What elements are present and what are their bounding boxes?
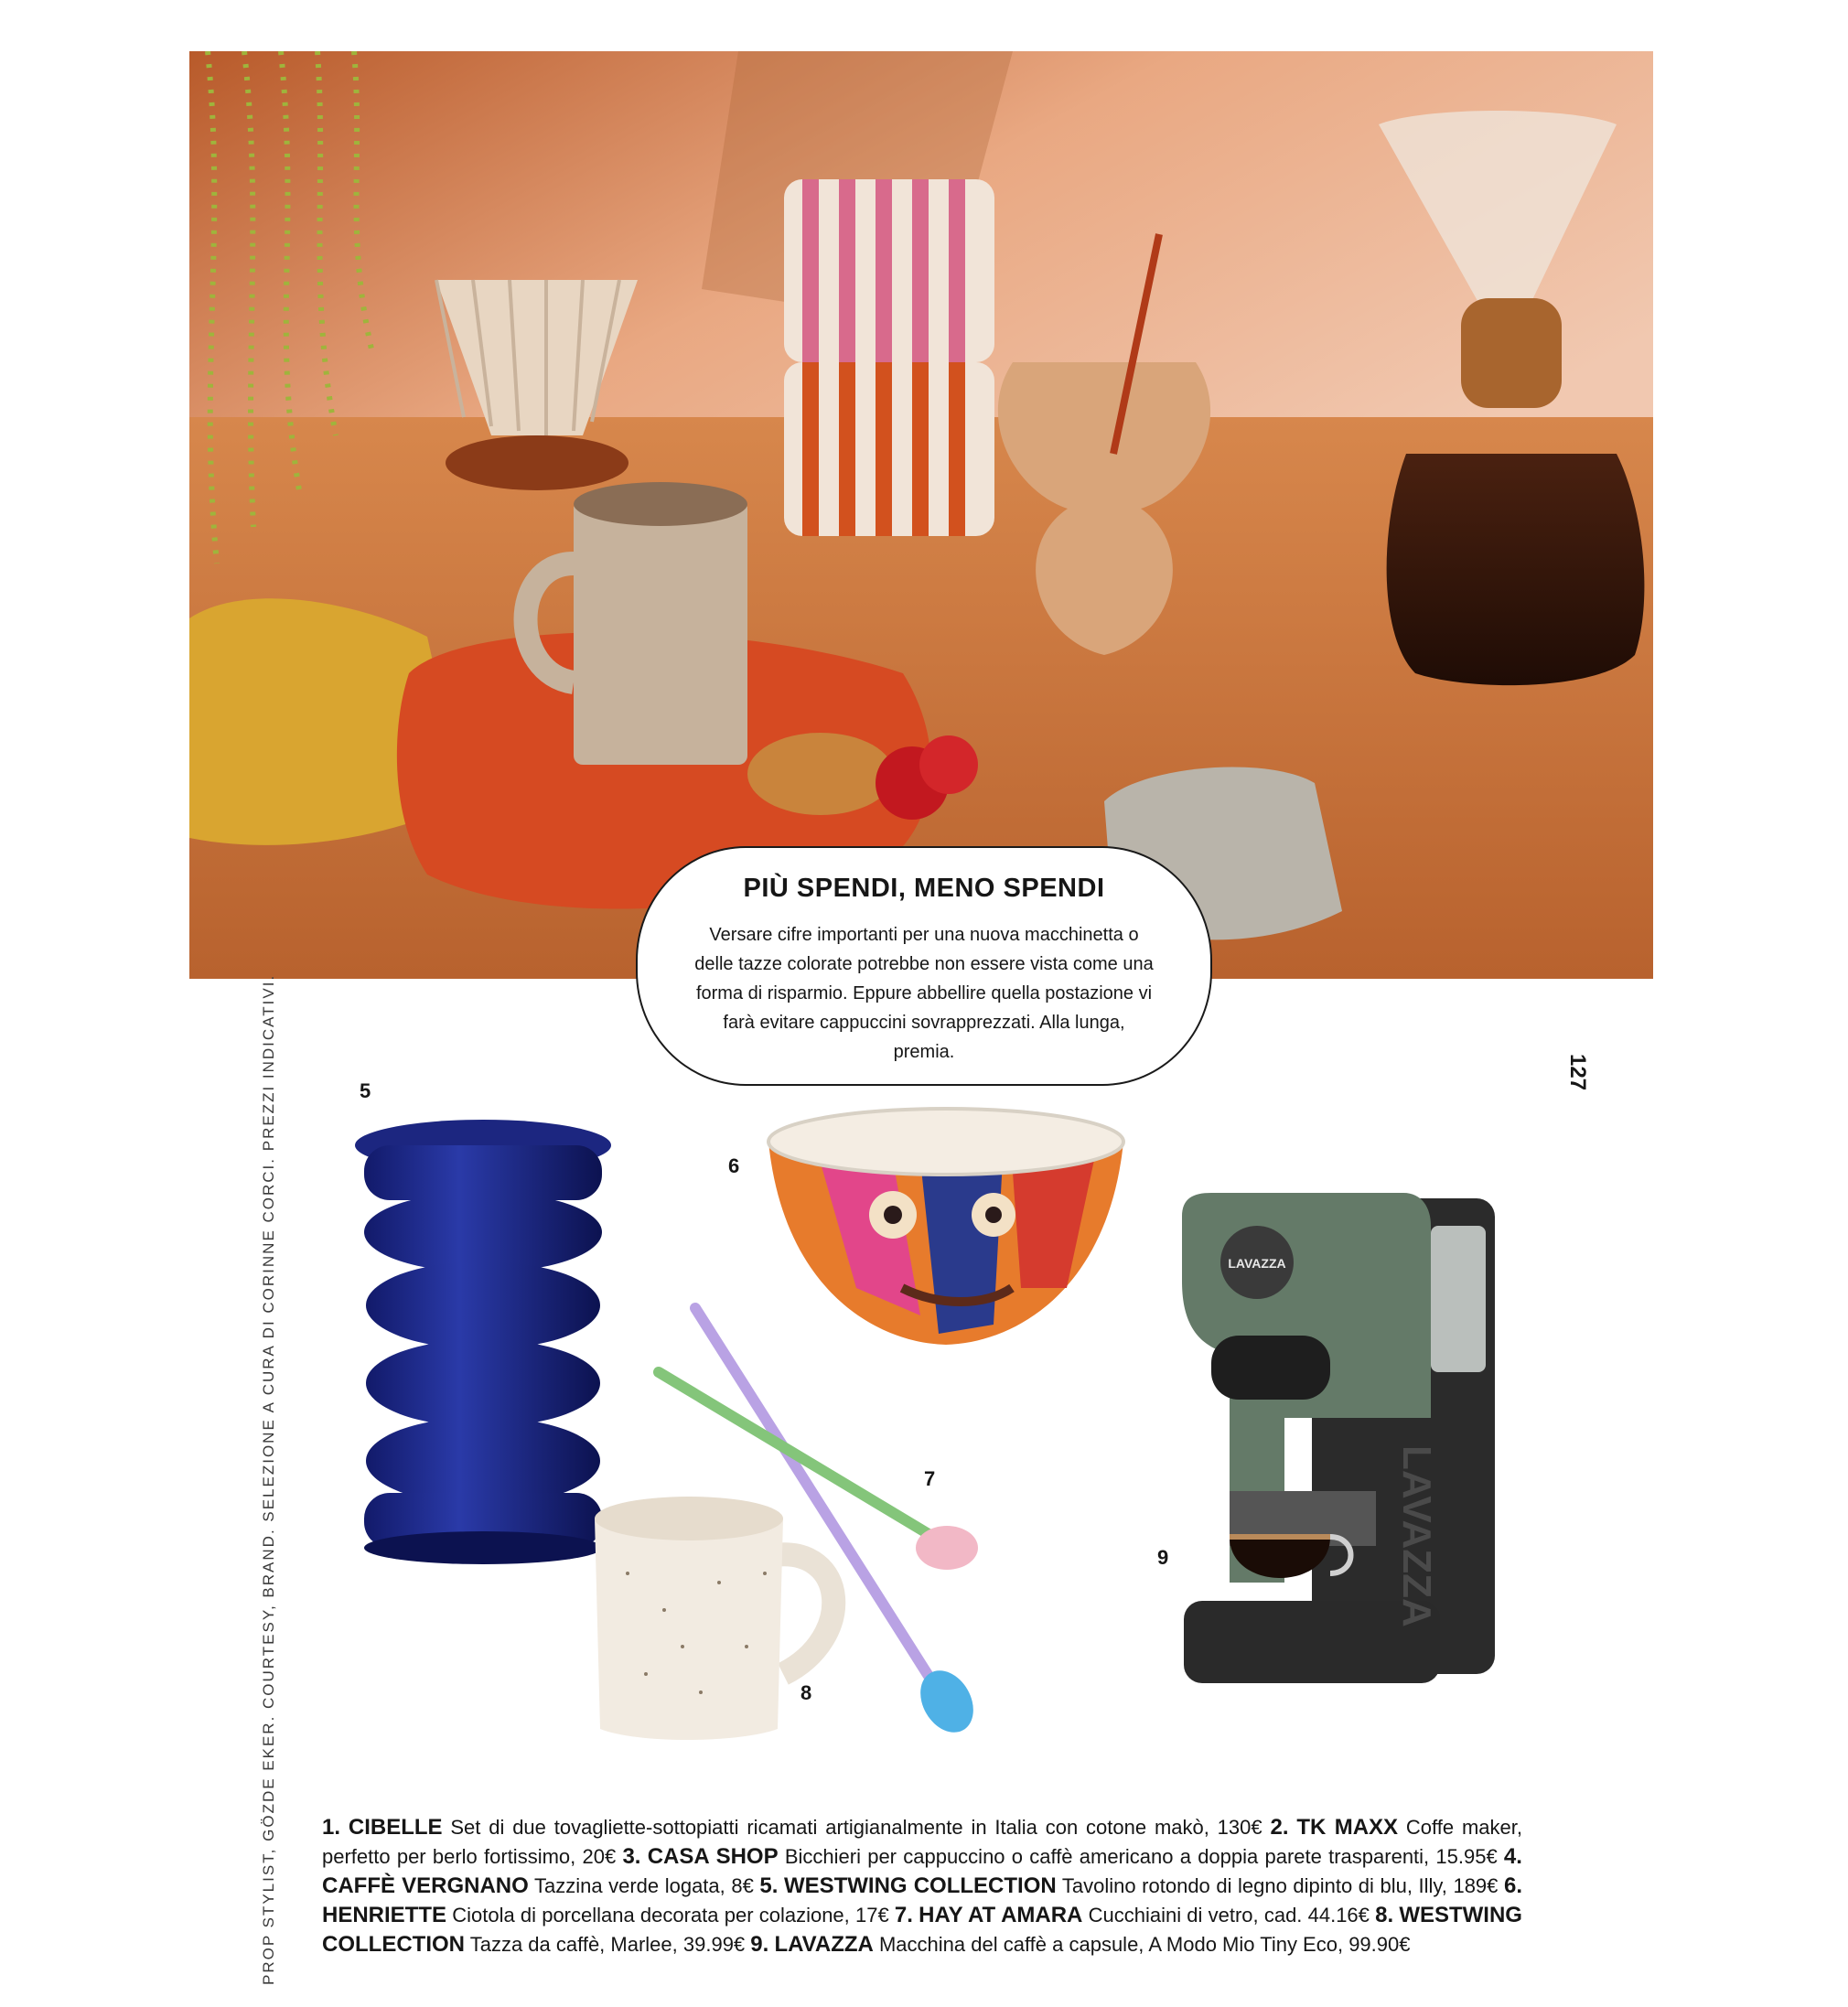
machine-logo: LAVAZZA [1228, 1256, 1286, 1271]
caption-2: 2. TK MAXX Coffe maker, perfetto per berlo fortissimo, 20€ [322, 1815, 1522, 1868]
caption-3: 3. CASA SHOP Bicchieri per cappuccino o caffè americano a doppia parete trasparenti, 15.95€ [622, 1844, 1498, 1869]
label-7: 7 [924, 1467, 936, 1490]
label-9: 9 [1157, 1546, 1169, 1569]
caption-6: 6. HENRIETTE Ciotola di porcellana decorata per colazione, 17€ [322, 1873, 1522, 1927]
callout-bubble [636, 846, 1212, 1086]
machine-side-logo: LAVAZZA [1394, 1445, 1439, 1627]
caption-9: 9. LAVAZZA Macchina del caffè a capsule, A Modo Mio Tiny Eco, 99.90€ [750, 1932, 1411, 1957]
caption-8: 8. WESTWING COLLECTION Tazza da caffè, Marlee, 39.99€ [322, 1903, 1522, 1957]
caption-1: 1. CIBELLE Set di due tovagliette-sottopiatti ricamati artigianalmente in Italia con cotone makò, 130€ [322, 1815, 1262, 1840]
croissant [747, 733, 894, 815]
striped-mugs [784, 179, 994, 536]
label-5: 5 [360, 1079, 371, 1102]
caption-5: 5. WESTWING COLLECTION Tavolino rotondo di legno dipinto di blu, Illy, 189€ [759, 1873, 1499, 1898]
photo-credit: PROP STYLIST, GÖZDE EKER. COURTESY, BRAND. SELEZIONE A CURA DI CORINNE CORCI. PREZZI INDICATIVI. [260, 973, 277, 1985]
label-6: 6 [728, 1154, 740, 1177]
hero-photo [189, 51, 1653, 979]
page-number: 127 [1565, 1054, 1590, 1091]
captions [322, 1813, 1522, 1959]
speckled-mug [582, 1491, 865, 1747]
blue-side-table [346, 1118, 620, 1566]
callout-title: PIÙ SPENDI, MENO SPENDI [743, 874, 1105, 903]
coffee-machine [1175, 1189, 1504, 1701]
label-8: 8 [800, 1681, 812, 1704]
caption-7: 7. HAY AT AMARA Cucchiaini di vetro, cad. 44.16€ [894, 1903, 1370, 1927]
callout-body: Versare cifre importanti per una nuova macchinetta o delle tazze colorate potrebbe non essere vista come una forma di risparmio. Eppure abbellire quella postazione vi farà evitare cappuccini sovrapprezzati. Alla lunga, premia. [694, 925, 1154, 1062]
caption-4: 4. CAFFÈ VERGNANO Tazzina verde logata, 8€ [322, 1844, 1522, 1898]
